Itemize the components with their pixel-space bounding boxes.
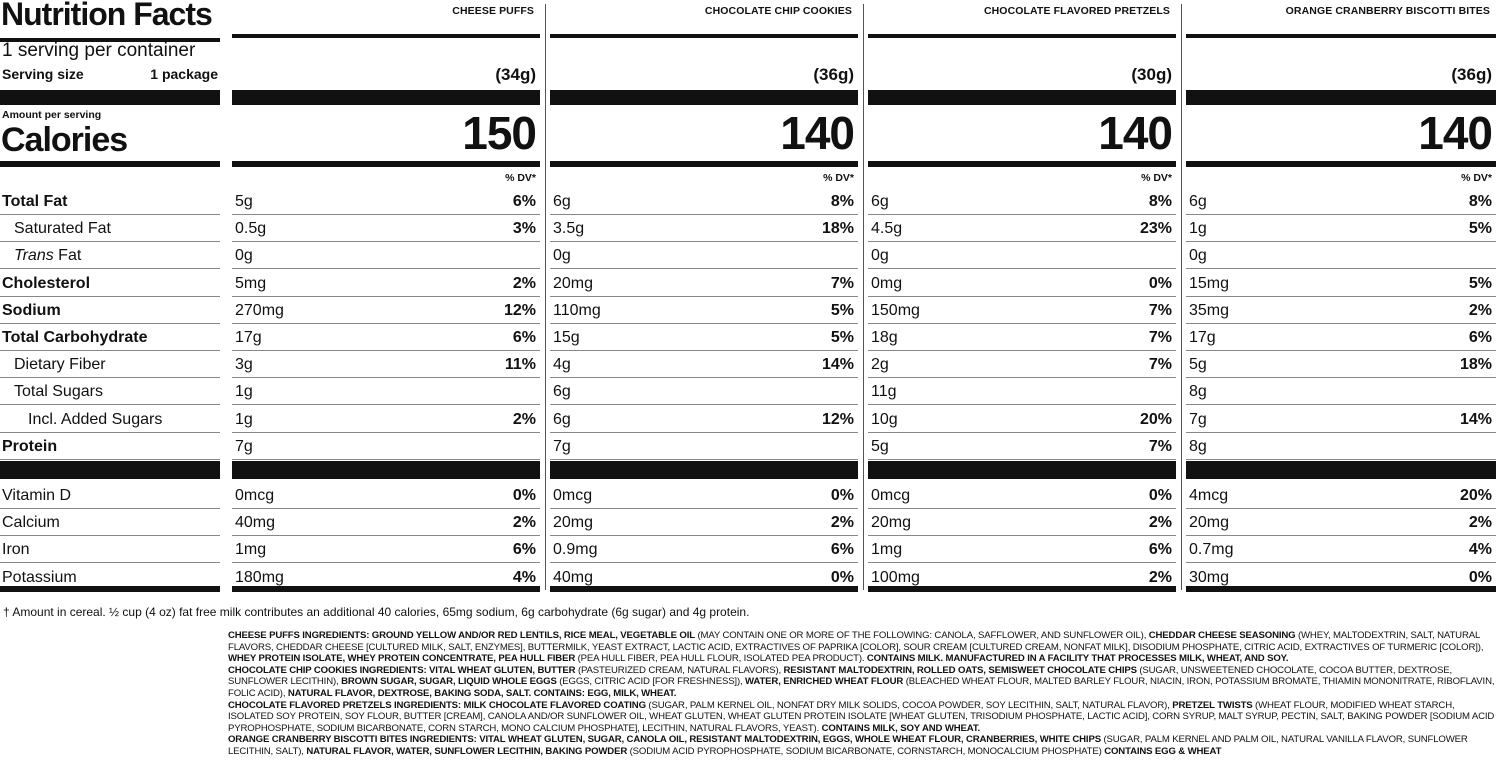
nutrient-name: Protein xyxy=(2,437,58,455)
dv-header: % DV* xyxy=(1461,172,1492,184)
nutrient-amount: 3g xyxy=(235,356,253,374)
nutrient-amount: 5mg xyxy=(235,274,267,292)
vitamin-row xyxy=(868,509,1176,536)
nutrient-row xyxy=(868,406,1176,433)
nutrient-dv: 18% xyxy=(1459,356,1492,374)
nutrient-amount: 20mg xyxy=(553,274,594,292)
nutrient-amount: 6g xyxy=(871,193,889,210)
ingredient-paragraph xyxy=(228,630,1496,665)
nutrient-label-row xyxy=(0,242,220,269)
vitamin-name: Potassium xyxy=(2,568,77,586)
nutrient-name: Saturated Fat xyxy=(14,220,111,238)
ingredient-text: (SUGAR, UNSWEETENED CHOCOLATE, COCOA BUTTER, DEXTROSE, SUNFLOWER LECITHIN), xyxy=(228,664,1452,688)
vitamin-row xyxy=(1186,482,1496,509)
ingredient-text: BROWN SUGAR, SUGAR, LIQUID WHOLE EGGS xyxy=(341,676,557,688)
nutrient-row xyxy=(550,351,858,378)
vitamin-label-row xyxy=(0,509,220,536)
nutrient-row xyxy=(868,242,1176,269)
medium-rule xyxy=(1186,161,1496,167)
nutrient-dv: 0% xyxy=(1148,274,1172,292)
vitamin-row xyxy=(868,482,1176,509)
vitamin-dv: 0% xyxy=(512,487,536,504)
serving-size-label: Serving size xyxy=(2,66,84,82)
nutrient-row xyxy=(232,242,540,269)
vitamin-dv: 2% xyxy=(512,514,536,532)
nutrient-row xyxy=(868,324,1176,351)
serving-weight: (34g) xyxy=(495,65,536,84)
vitamin-row xyxy=(868,536,1176,563)
dv-header: % DV* xyxy=(505,172,536,184)
nutrient-row xyxy=(1186,351,1496,378)
nutrient-row xyxy=(550,242,858,269)
vitamin-row xyxy=(550,509,858,536)
ingredient-text: CHEDDAR CHEESE SEASONING xyxy=(1148,630,1296,641)
nutrient-dv: 5% xyxy=(1468,220,1492,238)
serving-weight: (36g) xyxy=(1451,65,1492,84)
bottom-rule xyxy=(0,586,220,592)
nutrient-row xyxy=(1186,406,1496,433)
nutrient-amount: 17g xyxy=(1189,329,1216,346)
medium-rule xyxy=(550,161,858,167)
nutrient-row xyxy=(232,324,540,351)
nutrient-dv: 8% xyxy=(1148,193,1172,210)
nutrient-name: Dietary Fiber xyxy=(14,356,106,374)
nutrient-row xyxy=(232,433,540,460)
nutrient-amount: 0.5g xyxy=(235,220,267,238)
nutrient-amount: 150mg xyxy=(871,301,920,319)
medium-rule xyxy=(0,161,220,167)
nutrient-dv: 5% xyxy=(830,329,854,346)
vitamin-dv: 2% xyxy=(1468,514,1492,532)
nutrient-dv: 5% xyxy=(1468,274,1492,292)
nutrient-row xyxy=(868,433,1176,460)
vitamin-amount: 4mcg xyxy=(1189,487,1229,504)
vitamin-dv: 6% xyxy=(1148,541,1172,559)
nutrient-amount: 8g xyxy=(1189,437,1207,455)
ingredient-paragraph xyxy=(228,700,1496,735)
ingredient-text: CHOCOLATE CHIP COOKIES INGREDIENTS: VITAL WHEAT GLUTEN, BUTTER xyxy=(228,664,576,676)
nutrient-amount: 35mg xyxy=(1189,301,1230,319)
product-name: ORANGE CRANBERRY BISCOTTI BITES xyxy=(1285,5,1490,17)
vitamin-amount: 40mg xyxy=(553,568,594,586)
nutrient-row xyxy=(1186,215,1496,242)
product-name: CHOCOLATE CHIP COOKIES xyxy=(704,5,852,17)
nutrient-row xyxy=(1186,433,1496,460)
serving-weight: (36g) xyxy=(813,65,854,84)
thick-rule xyxy=(232,90,540,105)
vitamin-dv: 6% xyxy=(830,541,854,559)
ingredients-block xyxy=(228,630,1496,758)
nutrient-amount: 6g xyxy=(553,193,571,210)
ingredient-text: NATURAL FLAVOR, WATER, SUNFLOWER LECITHIN, BAKING POWDER xyxy=(306,745,628,757)
vitamin-row xyxy=(1186,536,1496,563)
vitamin-dv: 0% xyxy=(1148,487,1172,504)
nutrient-row xyxy=(1186,270,1496,297)
vitamin-dv: 2% xyxy=(830,514,854,532)
nutrient-label-row xyxy=(0,378,220,405)
nutrient-amount: 4.5g xyxy=(871,220,903,238)
nutrient-row xyxy=(868,215,1176,242)
nutrient-amount: 5g xyxy=(235,193,253,210)
ingredient-text: (WHEAT FLOUR, MODIFIED WHEAT STARCH, ISOLATED SOY PROTEIN, SOY FLOUR, BUTTER [CREAM], CANOLA AND/OR SUNFLOWER OIL, WHEAT GLUTEN, WHEAT GLUTEN PROTEIN ISOLATE [WHEAT GLUTEN, TRISODIUM PHOSPHATE, LACTIC ACID], CORN SYRUP, MALT SYRUP, PECTIN, SALT, BAKING POWDER [SODIUM ACID PYROPHOSPHATE, SODIUM BICARBONATE, CORN STARCH, MONO CALCIUM PHOSPHATE], LECITHIN, NATURAL FLAVORS, YEAST). xyxy=(228,699,1495,734)
nutrient-dv: 2% xyxy=(512,410,536,428)
thin-rule xyxy=(550,34,858,38)
nutrient-dv: 20% xyxy=(1139,410,1172,428)
ingredient-text: CHOCOLATE FLAVORED PRETZELS INGREDIENTS: MILK CHOCOLATE FLAVORED COATING xyxy=(228,699,646,711)
nutrient-amount: 17g xyxy=(235,329,262,346)
nutrient-dv: 6% xyxy=(512,329,536,346)
nutrient-row xyxy=(1186,378,1496,405)
vitamin-amount: 0mcg xyxy=(553,487,593,504)
nutrient-row xyxy=(550,215,858,242)
vitamin-amount: 0.9mg xyxy=(553,541,598,559)
thin-rule xyxy=(1186,34,1496,38)
vitamin-amount: 20mg xyxy=(871,514,912,532)
product-column xyxy=(868,0,1176,596)
ingredient-text: CHEESE PUFFS INGREDIENTS: GROUND YELLOW AND/OR RED LENTILS, RICE MEAL, VEGETABLE OIL xyxy=(228,630,695,641)
nutrient-dv: 7% xyxy=(1148,301,1172,319)
nutrient-dv: 3% xyxy=(512,220,536,238)
nutrient-name: Total Carbohydrate xyxy=(2,329,148,346)
thick-rule-vitamins xyxy=(868,461,1176,479)
nutrient-dv: 11% xyxy=(504,356,536,374)
nutrient-amount: 3.5g xyxy=(553,220,585,238)
nutrient-dv: 7% xyxy=(1148,356,1172,374)
vitamin-amount: 180mg xyxy=(235,568,284,586)
nutrient-dv: 18% xyxy=(821,220,854,238)
nutrient-dv: 12% xyxy=(503,301,536,319)
nutrient-dv: 5% xyxy=(830,301,854,319)
vitamin-row xyxy=(550,482,858,509)
nutrient-row xyxy=(868,297,1176,324)
nutrient-amount: 5g xyxy=(871,437,889,455)
column-divider xyxy=(545,4,546,590)
nutrient-row xyxy=(1186,324,1496,351)
ingredient-text: (SUGAR, PALM KERNEL AND PALM OIL, NATURAL VANILLA FLAVOR, SUNFLOWER LECITHIN, SALT), xyxy=(228,734,1468,757)
nutrient-amount: 7g xyxy=(1189,410,1207,428)
ingredient-text: WHEY PROTEIN ISOLATE, WHEY PROTEIN CONCENTRATE, PEA HULL FIBER xyxy=(228,653,576,665)
nutrient-label-row xyxy=(0,324,220,351)
vitamin-dv: 20% xyxy=(1459,487,1492,504)
thick-rule-vitamins xyxy=(0,461,220,479)
vitamin-row xyxy=(232,482,540,509)
nutrient-dv: 8% xyxy=(830,193,854,210)
vitamin-dv: 2% xyxy=(1148,514,1172,532)
nutrient-amount: 1g xyxy=(235,410,253,428)
column-divider xyxy=(1181,4,1182,590)
thin-rule xyxy=(868,34,1176,38)
nutrient-name: Trans Fat xyxy=(14,247,82,265)
vitamin-dv: 6% xyxy=(512,541,536,559)
nutrient-row xyxy=(550,297,858,324)
medium-rule xyxy=(868,161,1176,167)
vitamin-amount: 30mg xyxy=(1189,568,1230,586)
footnote: † Amount in cereal. ½ cup (4 oz) fat free milk contributes an additional 40 calories, 65mg sodium, 6g carbohydrate (6g sugar) and 4g protein. xyxy=(3,605,750,619)
nutrient-amount: 0g xyxy=(553,247,571,265)
product-name: CHEESE PUFFS xyxy=(452,5,534,17)
nutrient-label-row xyxy=(0,270,220,297)
nutrient-amount: 1g xyxy=(1189,220,1207,238)
nutrient-amount: 110mg xyxy=(553,301,601,319)
ingredient-text: CONTAINS EGG & WHEAT xyxy=(1104,745,1222,757)
nutrient-row xyxy=(1186,188,1496,215)
nutrient-row xyxy=(1186,242,1496,269)
nutrient-name: Cholesterol xyxy=(2,274,91,292)
nutrient-row xyxy=(550,433,858,460)
nutrient-amount: 7g xyxy=(553,437,571,455)
ingredient-text: (SODIUM ACID PYROPHOSPHATE, SODIUM BICARBONATE, CORNSTARCH, MONOCALCIUM PHOSPHATE) xyxy=(627,745,1105,757)
nutrient-row xyxy=(550,406,858,433)
nutrient-row xyxy=(868,351,1176,378)
calories-value: 140 xyxy=(1098,107,1172,159)
medium-rule xyxy=(232,161,540,167)
ingredient-text: (SUGAR, PALM KERNEL OIL, NONFAT DRY MILK SOLIDS, COCOA POWDER, SOY LECITHIN, SALT, NATURAL FLAVOR), xyxy=(645,699,1173,711)
nutrient-amount: 1g xyxy=(235,383,253,401)
nutrient-name: Incl. Added Sugars xyxy=(28,410,163,428)
thin-rule xyxy=(232,34,540,38)
column-divider xyxy=(863,4,864,590)
nutrient-dv: 7% xyxy=(830,274,854,292)
thick-rule xyxy=(868,90,1176,105)
servings-per-container: 1 serving per container xyxy=(2,40,196,61)
vitamin-dv: 0% xyxy=(1468,568,1492,586)
nutrient-amount: 0mg xyxy=(871,274,903,292)
vitamin-amount: 0.7mg xyxy=(1189,541,1234,559)
vitamin-amount: 40mg xyxy=(235,514,276,532)
nutrient-amount: 0g xyxy=(1189,247,1207,265)
nutrient-row xyxy=(232,297,540,324)
calories-value: 140 xyxy=(780,107,854,159)
thick-rule xyxy=(0,90,220,105)
dv-header: % DV* xyxy=(1141,172,1172,184)
bottom-rule xyxy=(550,586,858,592)
nutrient-label-row xyxy=(0,351,220,378)
nutrient-amount: 0g xyxy=(871,247,889,265)
nutrient-dv: 2% xyxy=(1468,301,1492,319)
vitamin-amount: 1mg xyxy=(235,541,267,559)
vitamin-dv: 0% xyxy=(830,568,854,586)
vitamin-name: Iron xyxy=(2,541,30,559)
product-column xyxy=(232,0,540,596)
nutrient-row xyxy=(232,378,540,405)
nutrient-amount: 6g xyxy=(1189,193,1207,210)
bottom-rule xyxy=(232,586,540,592)
serving-weight: (30g) xyxy=(1131,65,1172,84)
nutrient-amount: 15g xyxy=(553,329,580,346)
ingredient-text: (BLEACHED WHEAT FLOUR, MALTED BARLEY FLOUR, NIACIN, IRON, POTASSIUM BROMATE, THIAMIN MONONITRATE, RIBOFLAVIN, FOLIC ACID), xyxy=(228,676,1495,699)
ingredient-text: (PASTEURIZED CREAM, NATURAL FLAVORS), xyxy=(575,664,784,676)
ingredient-text: PRETZEL TWISTS xyxy=(1172,699,1253,711)
vitamin-amount: 20mg xyxy=(1189,514,1230,532)
nutrient-name: Total Sugars xyxy=(14,383,103,401)
product-column xyxy=(550,0,858,596)
vitamin-dv: 4% xyxy=(1468,541,1492,559)
thick-rule-vitamins xyxy=(550,461,858,479)
nutrient-amount: 4g xyxy=(553,356,571,374)
label-column xyxy=(0,0,220,596)
nutrient-amount: 5g xyxy=(1189,356,1207,374)
nutrient-row xyxy=(868,378,1176,405)
nutrient-name: Total Fat xyxy=(2,193,68,210)
ingredient-text: (WHEY, MALTODEXTRIN, SALT, NATURAL FLAVORS, CHEDDAR CHEESE [CULTURED MILK, SALT, ENZYMES], BUTTERMILK, YEAST EXTRACT, LACTIC ACID, EXTRACTIVES OF PAPRIKA [COLOR], SOUR CREAM [CULTURED CREAM, NONFAT MILK], DISODIUM PHOSPHATE, CITRIC ACID, EXTRACTIVES OF TURMERIC [COLOR]), xyxy=(228,630,1484,653)
vitamin-row xyxy=(232,536,540,563)
ingredient-text: RESISTANT MALTODEXTRIN, ROLLED OATS, SEMISWEET CHOCOLATE CHIPS xyxy=(783,664,1137,676)
ingredient-text: ORANGE CRANBERRY BISCOTTI BITES INGREDIENTS: VITAL WHEAT GLUTEN, SUGAR, CANOLA OIL, RESISTANT MALTODEXTRIN, EGGS, WHOLE WHEAT FLOUR, CRANBERRIES, WHITE CHIPS xyxy=(228,734,1101,746)
nutrient-row xyxy=(232,270,540,297)
vitamin-dv: 0% xyxy=(830,487,854,504)
dv-header: % DV* xyxy=(823,172,854,184)
nutrient-label-row xyxy=(0,215,220,242)
vitamin-amount: 0mcg xyxy=(235,487,275,504)
nutrient-dv: 6% xyxy=(512,193,536,210)
nutrient-dv: 14% xyxy=(821,356,854,374)
ingredient-text: CONTAINS MILK, SOY AND WHEAT. xyxy=(821,722,981,734)
nutrient-row xyxy=(232,351,540,378)
nutrient-amount: 6g xyxy=(553,410,571,428)
vitamin-dv: 4% xyxy=(512,568,536,586)
nutrient-amount: 2g xyxy=(871,356,889,374)
vitamin-amount: 0mcg xyxy=(871,487,911,504)
nutrient-amount: 11g xyxy=(871,383,897,401)
calories-value: 140 xyxy=(1418,107,1492,159)
nutrient-row xyxy=(232,188,540,215)
nutrient-dv: 7% xyxy=(1148,329,1172,346)
ingredient-text: NATURAL FLAVOR, DEXTROSE, BAKING SODA, SALT. CONTAINS: EGG, MILK, WHEAT. xyxy=(287,687,677,699)
vitamin-name: Vitamin D xyxy=(2,487,72,504)
nutrient-label-row xyxy=(0,297,220,324)
vitamin-amount: 20mg xyxy=(553,514,594,532)
product-column xyxy=(1186,0,1496,596)
nutrient-row xyxy=(550,378,858,405)
nutrient-amount: 0g xyxy=(235,247,253,265)
ingredient-text: (MAY CONTAIN ONE OR MORE OF THE FOLLOWING: CANOLA, SAFFLOWER, AND SUNFLOWER OIL), xyxy=(694,630,1149,641)
nutrient-row xyxy=(868,270,1176,297)
thick-rule xyxy=(550,90,858,105)
vitamin-amount: 100mg xyxy=(871,568,920,586)
calories-value: 150 xyxy=(462,107,536,159)
nutrient-row xyxy=(550,188,858,215)
nutrient-row xyxy=(550,270,858,297)
bottom-rule xyxy=(1186,586,1496,592)
nutrient-amount: 18g xyxy=(871,329,898,346)
nutrient-row xyxy=(1186,297,1496,324)
ingredient-text: CONTAINS MILK. MANUFACTURED IN A FACILITY THAT PROCESSES MILK, WHEAT, AND SOY. xyxy=(866,653,1289,665)
nutrient-row xyxy=(868,188,1176,215)
nutrient-label-row xyxy=(0,406,220,433)
nutrient-amount: 270mg xyxy=(235,301,284,319)
nutrient-dv: 7% xyxy=(1148,437,1172,455)
vitamin-row xyxy=(550,536,858,563)
nutrient-dv: 23% xyxy=(1139,220,1172,238)
ingredient-text: (EGGS, CITRIC ACID [FOR FRESHNESS]), xyxy=(556,676,746,688)
nutrient-label-row xyxy=(0,433,220,460)
nutrient-dv: 6% xyxy=(1468,329,1492,346)
nutrient-dv: 8% xyxy=(1468,193,1492,210)
serving-size-value: 1 package xyxy=(150,66,218,82)
nutrient-label-row xyxy=(0,188,220,215)
vitamin-row xyxy=(232,509,540,536)
vitamin-label-row xyxy=(0,482,220,509)
thick-rule-vitamins xyxy=(1186,461,1496,479)
nutrient-amount: 6g xyxy=(553,383,571,401)
nutrient-name: Sodium xyxy=(2,301,61,319)
nutrient-amount: 8g xyxy=(1189,383,1207,401)
nutrient-dv: 14% xyxy=(1459,410,1492,428)
nutrient-dv: 2% xyxy=(512,274,536,292)
vitamin-row xyxy=(1186,509,1496,536)
vitamin-dv: 2% xyxy=(1148,568,1172,586)
vitamin-name: Calcium xyxy=(2,514,60,532)
nutrient-row xyxy=(550,324,858,351)
nutrient-row xyxy=(232,215,540,242)
calories-label: Calories xyxy=(1,121,128,159)
nutrient-amount: 10g xyxy=(871,410,898,428)
thick-rule xyxy=(1186,90,1496,105)
product-name: CHOCOLATE FLAVORED PRETZELS xyxy=(983,5,1170,17)
bottom-rule xyxy=(868,586,1176,592)
nutrient-row xyxy=(232,406,540,433)
nutrient-amount: 7g xyxy=(235,437,253,455)
nutrient-amount: 15mg xyxy=(1189,274,1230,292)
ingredient-paragraph xyxy=(228,665,1496,700)
panel-title: Nutrition Facts xyxy=(1,0,212,32)
vitamin-label-row xyxy=(0,536,220,563)
nutrient-dv: 12% xyxy=(821,410,854,428)
ingredient-paragraph xyxy=(228,734,1496,757)
vitamin-amount: 1mg xyxy=(871,541,903,559)
thick-rule-vitamins xyxy=(232,461,540,479)
ingredient-text: (PEA HULL FIBER, PEA HULL FLOUR, ISOLATED PEA PRODUCT). xyxy=(575,653,867,665)
ingredient-text: WATER, ENRICHED WHEAT FLOUR xyxy=(745,676,904,688)
amount-per-serving: Amount per serving xyxy=(2,109,102,121)
